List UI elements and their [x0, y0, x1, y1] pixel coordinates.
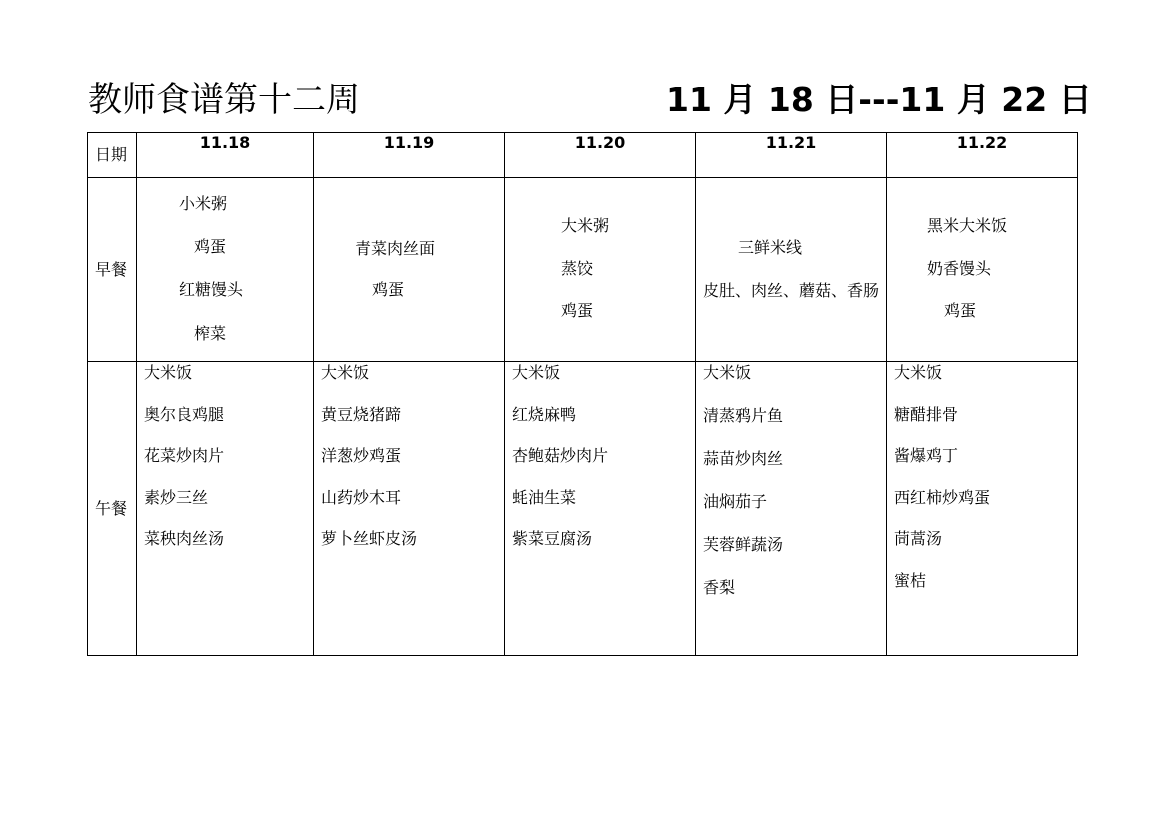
menu-item: 大米饭 — [703, 363, 752, 382]
menu-item: 油焖茄子 — [703, 492, 768, 511]
menu-item: 素炒三丝 — [144, 487, 209, 507]
breakfast-cell-day1 — [137, 178, 314, 362]
menu-item: 黑米大米饭 — [927, 216, 1008, 235]
menu-item: 西红柿炒鸡蛋 — [894, 487, 991, 507]
menu-item: 鸡蛋 — [372, 280, 405, 299]
date-range: 11 月 18 日---11 月 22 日 — [666, 80, 1092, 119]
date-header: 11.19 — [314, 133, 505, 178]
menu-item: 花菜炒肉片 — [144, 446, 225, 466]
breakfast-cell-day3 — [505, 178, 696, 362]
menu-item: 大米粥 — [561, 216, 610, 235]
menu-item: 皮肚、肉丝、蘑菇、香肠 — [703, 281, 880, 300]
menu-item: 糖醋排骨 — [894, 404, 959, 424]
menu-item: 鸡蛋 — [194, 237, 227, 256]
menu-item: 三鲜米线 — [738, 238, 803, 257]
menu-item: 奶香馒头 — [927, 259, 992, 278]
menu-item: 青菜肉丝面 — [355, 239, 436, 258]
header-row — [88, 133, 1078, 178]
date-header: 11.22 — [887, 133, 1078, 178]
menu-item: 大米饭 — [321, 363, 370, 382]
menu-item: 蜜桔 — [894, 570, 927, 590]
menu-item: 大米饭 — [512, 363, 561, 382]
menu-item: 香梨 — [703, 578, 736, 597]
lunch-cell-day5 — [887, 362, 1078, 656]
menu-item: 红烧麻鸭 — [512, 404, 577, 424]
lunch-cell-day2 — [314, 362, 505, 656]
menu-item: 茼蒿汤 — [894, 529, 943, 549]
menu-item: 榨菜 — [194, 324, 227, 343]
menu-item: 山药炒木耳 — [321, 487, 402, 507]
menu-title: 教师食谱第十二周 — [88, 80, 360, 120]
date-header: 11.20 — [505, 133, 696, 178]
menu-item: 大米饭 — [894, 363, 943, 382]
date-header-label: 日期 — [88, 133, 137, 178]
menu-item: 菜秧肉丝汤 — [144, 529, 225, 549]
menu-item: 鸡蛋 — [944, 301, 977, 320]
lunch-cell-day4 — [696, 362, 887, 656]
breakfast-cell-day4 — [696, 178, 887, 362]
menu-item: 黄豆烧猪蹄 — [321, 404, 402, 424]
menu-item: 红糖馒头 — [179, 280, 244, 299]
menu-item: 芙蓉鲜蔬汤 — [703, 535, 784, 554]
menu-item: 蚝油生菜 — [512, 487, 577, 507]
menu-item: 大米饭 — [144, 363, 193, 382]
breakfast-cell-day2 — [314, 178, 505, 362]
menu-item: 蒸饺 — [561, 259, 594, 278]
menu-item: 酱爆鸡丁 — [894, 446, 959, 466]
menu-item: 紫菜豆腐汤 — [512, 529, 593, 549]
breakfast-label: 早餐 — [88, 178, 137, 362]
lunch-cell-day1 — [137, 362, 314, 656]
menu-table — [87, 132, 1078, 656]
menu-item: 清蒸鸦片鱼 — [703, 406, 784, 425]
menu-item: 小米粥 — [179, 194, 228, 213]
menu-item: 鸡蛋 — [561, 301, 594, 320]
lunch-row — [88, 362, 1078, 656]
date-header: 11.18 — [137, 133, 314, 178]
date-header: 11.21 — [696, 133, 887, 178]
menu-item: 萝卜丝虾皮汤 — [321, 529, 418, 549]
menu-item: 洋葱炒鸡蛋 — [321, 446, 402, 466]
menu-item: 奥尔良鸡腿 — [144, 404, 225, 424]
menu-item: 杏鲍菇炒肉片 — [512, 446, 609, 466]
menu-item: 蒜苗炒肉丝 — [703, 449, 784, 468]
lunch-label: 午餐 — [88, 362, 137, 656]
lunch-cell-day3 — [505, 362, 696, 656]
breakfast-row — [88, 178, 1078, 362]
breakfast-cell-day5 — [887, 178, 1078, 362]
